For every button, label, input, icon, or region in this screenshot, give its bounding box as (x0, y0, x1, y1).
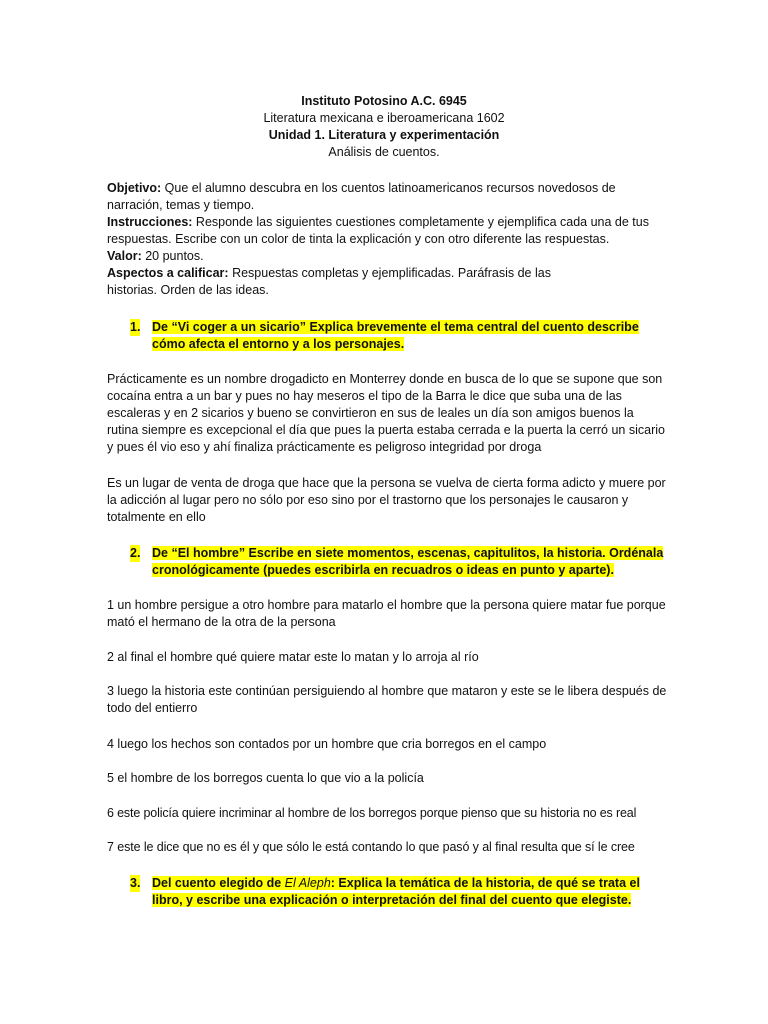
answer-2-item-1 (107, 597, 667, 631)
question-text: De “Vi coger a un sicario” Explica brevemente el tema central del cuento describe cómo afecta el entorno y a los personajes. (152, 320, 639, 351)
question-number: 1. (130, 320, 141, 334)
question-text: De “El hombre” Escribe en siete momentos, escenas, capitulitos, la historia. Ordénala cronológicamente (puedes escribirla en recuadros o ideas en punto y aparte). (152, 546, 664, 577)
valor-label: Valor: (107, 249, 142, 263)
aspectos-paragraph (107, 265, 602, 299)
instrucciones-label: Instrucciones: (107, 215, 193, 229)
valor-text: 20 puntos. (141, 249, 204, 263)
answer-2-item-6: 6 este policía quiere incriminar al hombre de los borregos porque pienso que su historia no es real (107, 806, 637, 820)
aspectos-label: Aspectos a calificar: (107, 266, 229, 280)
answer-text: Es un lugar de venta de droga que hace que la persona se vuelva de cierta forma adicto y muere por la adicción al lugar pero no sólo por eso sino por el trastorno que los personajes le causaron y totalmente en ello (107, 476, 666, 524)
intro-section (107, 180, 667, 299)
list-item: 3 luego la historia este continúan persiguiendo al hombre que mataron y este se le libera después de todo del entierro (107, 684, 667, 715)
answer-1-paragraph-1 (107, 371, 667, 456)
unit-title: Unidad 1. Literatura y experimentación (268, 128, 500, 142)
answer-2-item-7: 7 este le dice que no es él y que sólo le está contando lo que pasó y al final resulta que sí le cree (107, 840, 635, 854)
question-1 (130, 319, 670, 353)
question-2 (130, 545, 670, 579)
question-text-end: : Explica la temática de la historia, de qué se trata el libro, y escribe una explicación o interpretación del final del cuento que elegiste. (152, 876, 640, 907)
objetivo-paragraph (107, 180, 667, 214)
institution-title: Instituto Potosino A.C. 6945 (301, 94, 467, 108)
answer-1-paragraph-2 (107, 475, 667, 526)
question-text-start: Del cuento elegido de (152, 876, 285, 890)
aspectos-text: Respuestas completas y ejemplificadas. Paráfrasis de las historias. Orden de las ideas. (107, 266, 551, 297)
answer-2-item-5: 5 el hombre de los borregos cuenta lo que vio a la policía (107, 771, 424, 785)
valor-paragraph (107, 248, 667, 265)
activity-title: Análisis de cuentos. (328, 145, 440, 159)
answer-2-item-3 (107, 683, 667, 717)
instrucciones-text: Responde las siguientes cuestiones completamente y ejemplifica cada una de tus respuestas. Escribe con un color de tinta la explicación y con otro diferente las respuestas. (107, 215, 649, 246)
question-3 (130, 875, 670, 909)
question-number: 2. (130, 546, 141, 560)
document-header (0, 93, 768, 161)
objetivo-text: Que el alumno descubra en los cuentos latinoamericanos recursos novedosos de narración, temas y tiempo. (107, 181, 616, 212)
instrucciones-paragraph (107, 214, 667, 248)
objetivo-label: Objetivo: (107, 181, 162, 195)
answer-2-item-4: 4 luego los hechos son contados por un hombre que cria borregos en el campo (107, 737, 547, 751)
book-title: El Aleph (284, 876, 331, 890)
answer-text: Prácticamente es un nombre drogadicto en Monterrey donde en busca de lo que se supone que son cocaína entra a un bar y pues no hay meseros el tipo de la Barra le dice que suba una de las escaleras y en 2 sicarios y bueno se convirtieron en sus de leales un día son amigos buenos la rutina siempre es excepcional el día que pues la puerta estaba cerrada e la puerta la cerró un sicario y pues él vio eso y ahí finaliza prácticamente es peligroso integridad por droga (107, 372, 665, 454)
answer-2-item-2: 2 al final el hombre qué quiere matar este lo matan y lo arroja al río (107, 650, 479, 664)
question-number: 3. (130, 876, 141, 890)
list-item: 1 un hombre persigue a otro hombre para matarlo el hombre que la persona quiere matar fue porque mató el hermano de la otra de la persona (107, 598, 666, 629)
course-name: Literatura mexicana e iberoamericana 1602 (263, 111, 505, 125)
